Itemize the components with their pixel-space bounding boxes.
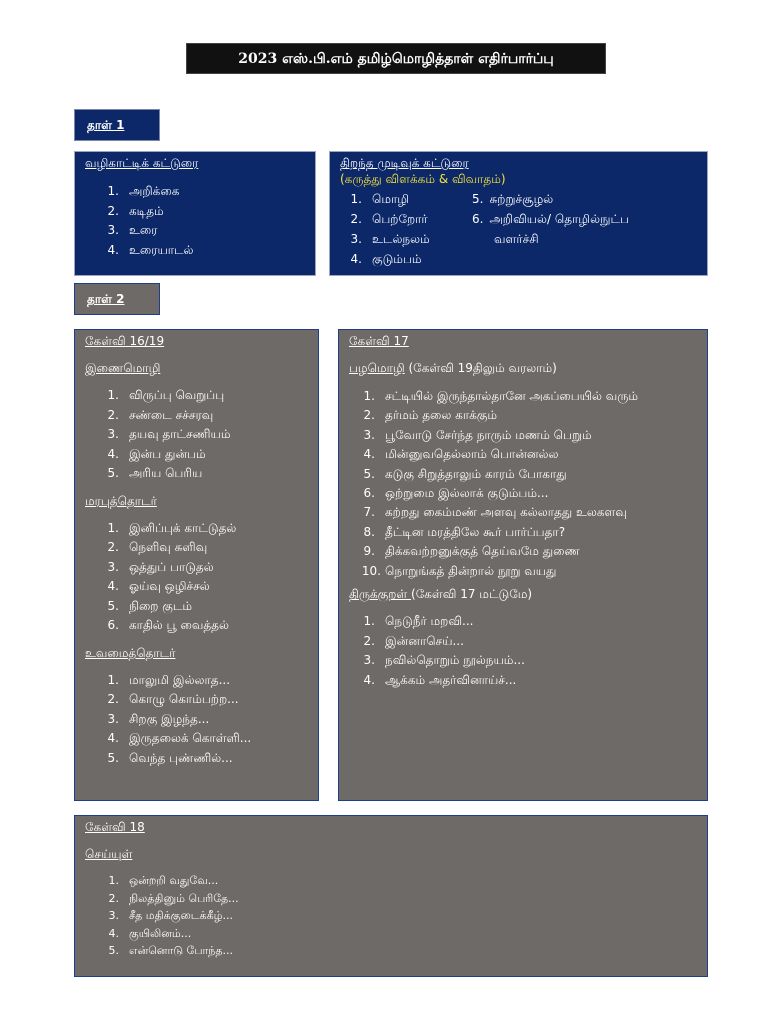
list-item: 4. இருதலைக் கொள்ளி... <box>107 731 252 745</box>
paper2-label: தாள் 2 <box>74 283 160 315</box>
question-18-box <box>74 815 708 977</box>
list-item: 1. நெடுநீர் மறவி... <box>363 614 474 629</box>
paper1-label: தாள் 1 <box>74 109 160 141</box>
list-item: 4. ஓய்வு ஒழிச்சல் <box>107 579 210 593</box>
list-item: 3. தயவு தாட்சணியம் <box>107 427 231 441</box>
question-16-19-box <box>74 329 319 801</box>
section-heading: இணைமொழி <box>85 361 161 375</box>
list-item: 2. தர்மம் தலை காக்கும் <box>363 408 498 423</box>
proverbs-heading: பழமொழி <box>349 361 405 375</box>
list-item: 1. இனிப்புக் காட்டுதல் <box>107 520 237 535</box>
list-item: 9. திக்கவற்றனுக்குத் தெய்வமே துணை <box>363 544 580 559</box>
open-essay-list-right <box>472 189 629 269</box>
question-18-heading: கேள்வி 18 <box>85 820 145 834</box>
list-item: 2. பெற்றோர் <box>350 212 428 226</box>
kural-heading: திருக்குறள் <box>349 587 412 602</box>
open-essay-subheading: (கருத்து விளக்கம் & விவாதம்) <box>340 172 506 186</box>
poem-list <box>85 872 707 960</box>
idiom-pairs-list <box>85 386 318 484</box>
list-item: 8. தீட்டின மரத்திலே கூர் பார்ப்பதா? <box>363 524 566 539</box>
similes-list <box>85 671 318 769</box>
kural-list <box>349 612 707 690</box>
list-item: 1. அறிக்கை <box>107 184 180 198</box>
idioms-list <box>85 519 318 636</box>
list-item: 3. பூவோடு சேர்ந்த நாரும் மணம் பெறும் <box>363 427 592 442</box>
list-item: 1. மொழி <box>350 192 410 206</box>
list-item: 2. நெளிவு சுளிவு <box>107 540 208 554</box>
list-item: 3. உரை <box>107 223 158 237</box>
proverbs-list <box>349 387 707 581</box>
poem-heading: செய்யுள் <box>85 847 133 861</box>
list-item-continuation: வளர்ச்சி <box>494 232 539 246</box>
list-item: 6. ஒற்றுமை இல்லாக் குடும்பம்... <box>363 486 549 501</box>
list-item: 1. மாலுமி இல்லாத... <box>107 672 231 687</box>
list-item: 3. உடல்நலம் <box>350 232 430 246</box>
list-item: 2. கொழு கொம்பற்ற... <box>107 692 239 706</box>
list-item: 4. குயிலினம்... <box>108 926 192 940</box>
question-17-heading: கேள்வி 17 <box>349 334 409 348</box>
list-item: 6. காதில் பூ வைத்தல் <box>107 618 229 632</box>
list-item: 5. என்னொடு போந்த... <box>108 944 233 957</box>
proverbs-heading-line <box>349 361 707 377</box>
list-item: 5. நிறை குடம் <box>107 598 193 613</box>
list-item: 2. சண்டை சச்சரவு <box>107 407 214 422</box>
kural-note: (கேள்வி 17 மட்டுமே) <box>411 587 533 602</box>
section-heading: மரபுத்தொடர் <box>85 493 157 508</box>
list-item: 5. வெந்த புண்ணில்... <box>107 750 233 765</box>
list-item: 4. உரையாடல் <box>107 242 194 257</box>
list-item: 2. இன்னாசெய்... <box>363 633 464 648</box>
list-item: 10. நொறுங்கத் தின்றால் நூறு வயது <box>361 563 557 578</box>
list-item: 3. நவில்தொறும் நூல்நயம்... <box>363 653 525 668</box>
list-item: 3. சிறகு இழந்த... <box>107 711 210 726</box>
proverbs-note: (கேள்வி 19திலும் வரலாம்) <box>404 361 557 375</box>
question-17-box <box>338 329 708 801</box>
list-item: 3. ஒத்துப் பாடுதல் <box>107 559 214 574</box>
list-item: 3. சீத மதிக்குடைக்கீழ்... <box>108 909 233 922</box>
list-item: 5. கடுகு சிறுத்தாலும் காரம் போகாது <box>363 466 567 481</box>
guided-essay-box <box>74 151 316 276</box>
open-essay-box <box>329 151 708 276</box>
list-item: 4. குடும்பம் <box>350 252 422 266</box>
list-item: 4. இன்ப துன்பம் <box>107 446 206 461</box>
list-item: 2. கடிதம் <box>107 203 164 218</box>
list-item: 4. ஆக்கம் அதர்வினாய்ச்... <box>363 672 517 687</box>
list-item: 5. சுற்றுச்சூழல் <box>472 192 554 206</box>
list-item: 4. மின்னுவதெல்லாம் பொன்னல்ல <box>363 447 559 462</box>
page-title: 2023 எஸ்.பி.எம் தமிழ்மொழித்தாள் எதிர்பார்ப்பு <box>186 43 606 74</box>
guided-essay-heading: வழிகாட்டிக் கட்டுரை <box>85 156 199 170</box>
question-16-19-heading: கேள்வி 16/19 <box>85 334 165 348</box>
section-heading: உவமைத்தொடர் <box>85 645 176 660</box>
open-essay-list-left <box>340 189 472 269</box>
kural-heading-line <box>349 587 707 603</box>
list-item: 5. அரிய பெரிய <box>107 466 203 480</box>
open-essay-heading: திறந்த முடிவுக் கட்டுரை <box>340 156 469 170</box>
list-item: 1. விருப்பு வெறுப்பு <box>107 388 225 402</box>
list-item: 1. ஒன்றறி வதுவே... <box>108 874 219 887</box>
list-item: 7. கற்றது கைம்மண் அளவு கல்லாதது உலகளவு <box>363 505 627 520</box>
list-item: 1. சட்டியில் இருந்தால்தானே அகப்பையில் வரும் <box>363 389 639 403</box>
guided-essay-list <box>85 182 315 260</box>
list-item: 6. அறிவியல்/ தொழில்நுட்ப <box>472 212 629 226</box>
list-item: 2. நிலத்தினும் பெரிதே... <box>108 891 239 905</box>
